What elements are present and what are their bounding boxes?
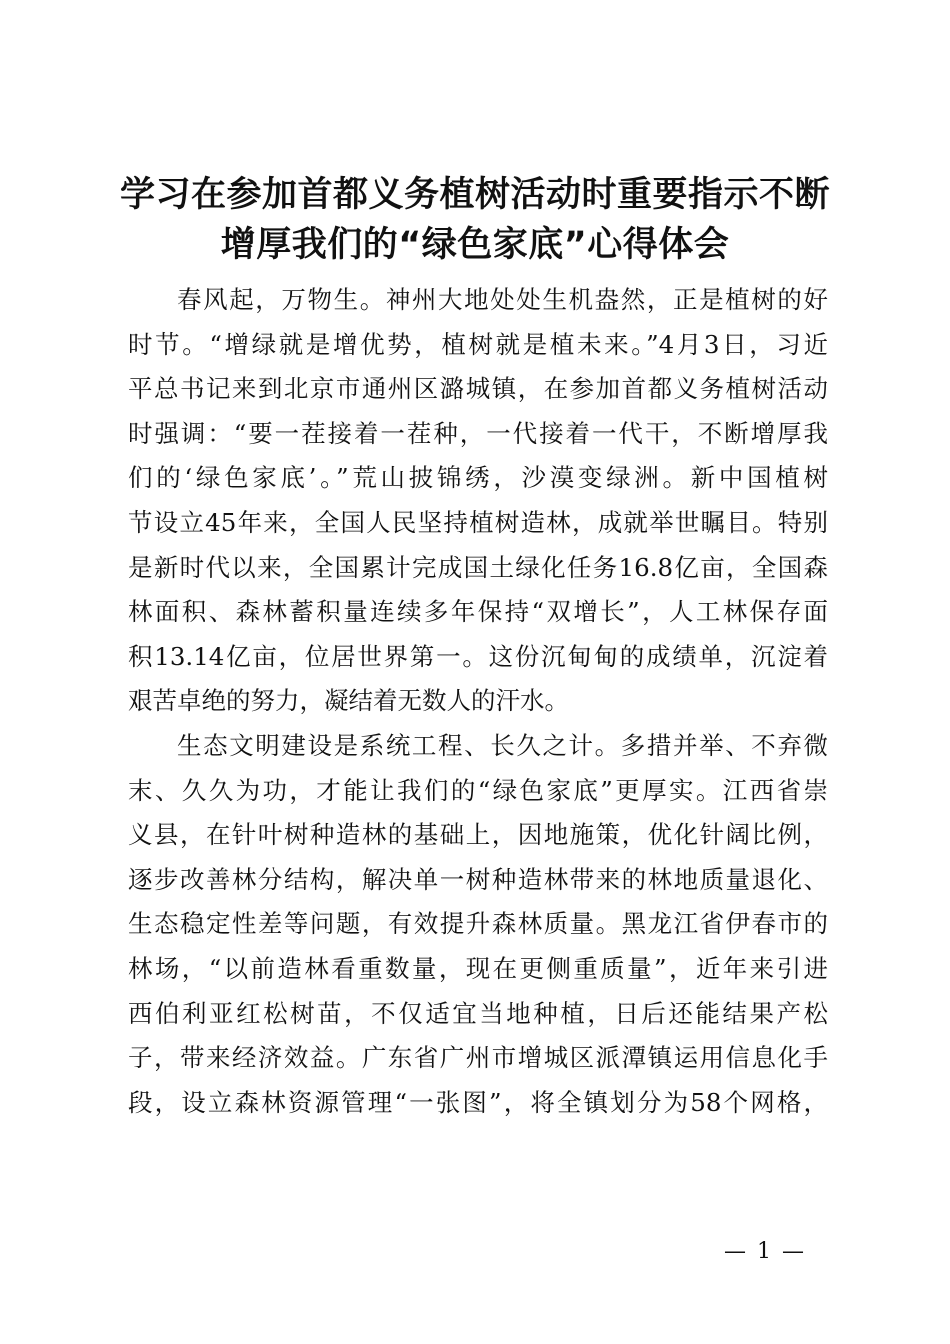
text-line: 逐步改善林分结构，解决单一树种造林带来的林地质量退化、: [128, 864, 828, 894]
text-line: 是新时代以来，全国累计完成国土绿化任务16.8亿亩，全国森: [128, 552, 828, 582]
text-line: 子，带来经济效益。广东省广州市增城区派潭镇运用信息化手: [128, 1043, 828, 1073]
text-line: 时节。“增绿就是增优势，植树就是植未来。”4月3日，习近: [128, 329, 828, 359]
text-line: 们的‘绿色家底’。”荒山披锦绣，沙漠变绿洲。新中国植树: [128, 463, 828, 493]
text-line: 生态文明建设是系统工程、长久之计。多措并举、不弃微: [177, 730, 828, 760]
title-line: 增厚我们的“绿色家底”心得体会: [220, 225, 730, 265]
text-line: 春风起，万物生。神州大地处处生机盎然，正是植树的好: [177, 285, 828, 314]
paragraph-1: [128, 278, 828, 724]
document-title: [110, 170, 840, 270]
text-line: 林面积、森林蓄积量连续多年保持“双增长”，人工林保存面: [128, 597, 828, 627]
page-number: — 1 —: [724, 1239, 806, 1264]
title-line: 学习在参加首都义务植树活动时重要指示不断: [119, 175, 830, 215]
document-body: [128, 278, 828, 1125]
text-line: 积13.14亿亩，位居世界第一。这份沉甸甸的成绩单，沉淀着: [128, 641, 828, 671]
text-line: 时强调：“要一茬接着一茬种，一代接着一代干，不断增厚我: [128, 418, 828, 448]
text-line: 段，设立森林资源管理“一张图”，将全镇划分为58个网格，: [128, 1087, 828, 1117]
text-line: 生态稳定性差等问题，有效提升森林质量。黑龙江省伊春市的: [128, 909, 828, 939]
text-line: 末、久久为功，才能让我们的“绿色家底”更厚实。江西省崇: [128, 775, 828, 805]
text-line: 林场，“以前造林看重数量，现在更侧重质量”，近年来引进: [128, 953, 828, 983]
text-line: 艰苦卓绝的努力，凝结着无数人的汗水。: [128, 686, 569, 716]
text-line: 节设立45年来，全国人民坚持植树造林，成就举世瞩目。特别: [128, 507, 828, 537]
text-line: 义县，在针叶树种造林的基础上，因地施策，优化针阔比例，: [128, 820, 828, 850]
paragraph-2: [128, 724, 828, 1125]
text-line: 平总书记来到北京市通州区潞城镇，在参加首都义务植树活动: [128, 374, 828, 404]
text-line: 西伯利亚红松树苗，不仅适宜当地种植，日后还能结果产松: [128, 998, 828, 1028]
